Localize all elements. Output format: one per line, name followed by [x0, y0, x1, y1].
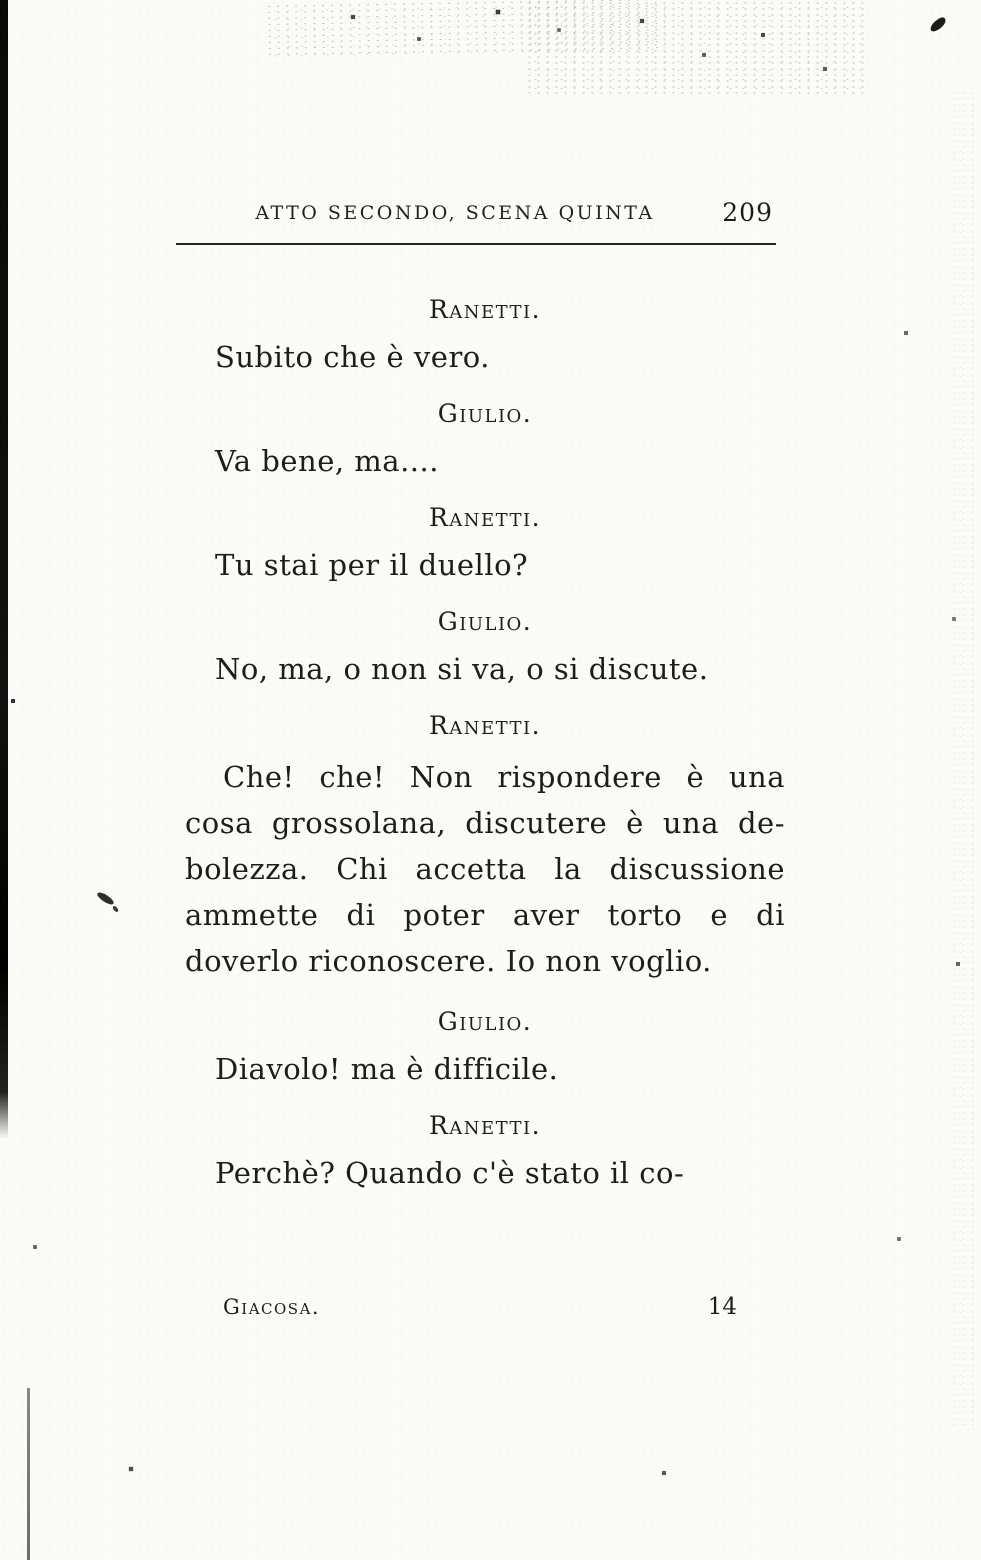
page-header: [185, 198, 785, 232]
paragraph-line: ammette di poter aver torto e di: [185, 898, 785, 932]
scan-left-edge-bar: [0, 0, 8, 1560]
speaker-name: Giulio.: [437, 1007, 533, 1036]
scan-speckles-top-right: [525, 0, 870, 96]
scan-ink-mark-top-right: [928, 16, 948, 33]
dialogue-paragraph: [185, 754, 785, 984]
speaker-name: Ranetti.: [428, 711, 542, 740]
scan-ink-smudge-left-tail: [112, 905, 120, 913]
running-title: ATTO SECONDO, SCENA QUINTA: [255, 202, 655, 224]
scan-ink-smudge-left: [96, 890, 116, 906]
speaker-name: Giulio.: [437, 607, 533, 636]
scan-speckles-right-margin: [950, 90, 978, 1430]
paragraph-line: bolezza. Chi accetta la discussione: [185, 852, 785, 886]
dialogue-line: Va bene, ma....: [215, 444, 439, 478]
dialogue-line: No, ma, o non si va, o si discute.: [215, 652, 709, 686]
page-number: 209: [722, 198, 773, 227]
speaker-name: Ranetti.: [428, 295, 542, 324]
speaker-name: Ranetti.: [428, 503, 542, 532]
paragraph-line: Che! che! Non rispondere è una: [223, 760, 785, 794]
footer-signature-number: 14: [707, 1294, 737, 1320]
header-rule: [176, 243, 776, 245]
text-column: [185, 272, 785, 1206]
speaker-name: Ranetti.: [428, 1111, 542, 1140]
dialogue-line: Perchè? Quando c'è stato il co-: [215, 1156, 685, 1190]
speaker-name: Giulio.: [437, 399, 533, 428]
dialogue-line: Subito che è vero.: [215, 340, 490, 374]
scan-left-lower-line: [27, 1388, 30, 1560]
footer-author: Giacosa.: [223, 1295, 321, 1319]
dialogue-line: Diavolo! ma è difficile.: [215, 1052, 559, 1086]
dialogue-line: Tu stai per il duello?: [215, 548, 529, 582]
page-footer: [185, 1294, 785, 1320]
scan-speckles-top-center: [265, 0, 666, 59]
paragraph-line: doverlo riconoscere. Io non voglio.: [185, 944, 712, 978]
scan-speck-dots: [0, 0, 2, 2]
paragraph-line: cosa grossolana, discutere è una de-: [185, 806, 785, 840]
